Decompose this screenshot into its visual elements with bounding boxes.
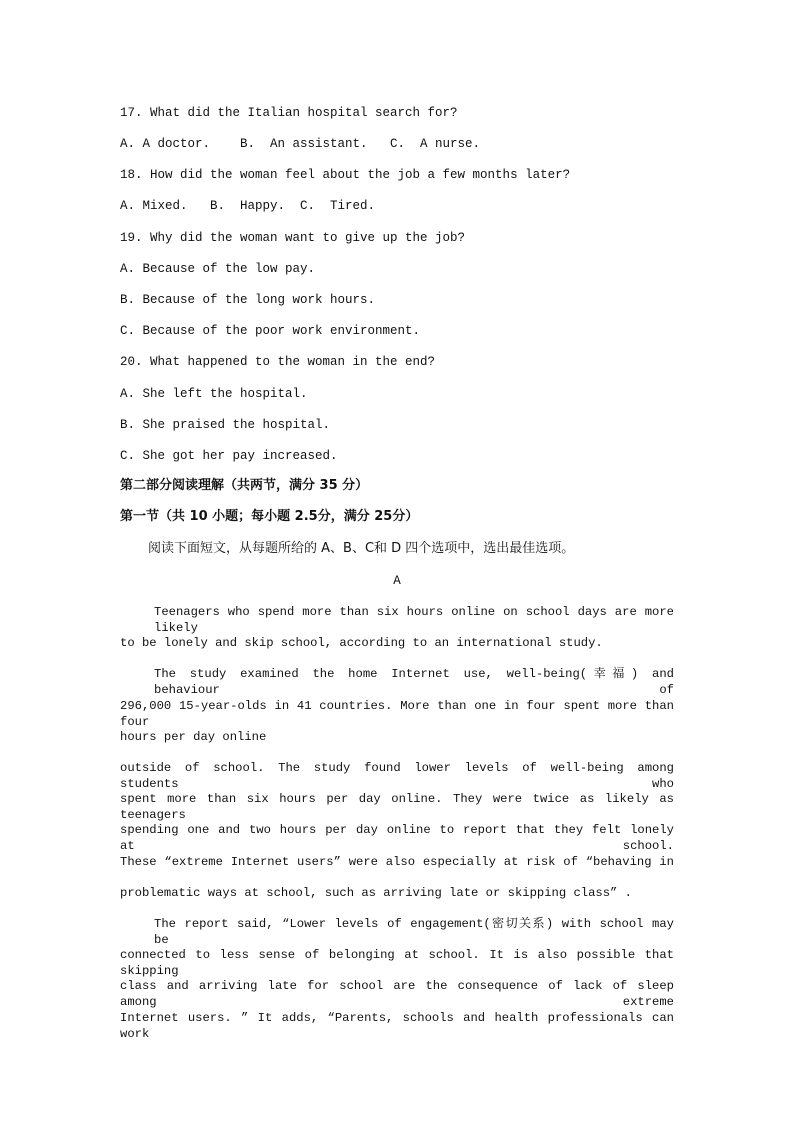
question-19-option-a: A. Because of the low pay. bbox=[120, 262, 316, 276]
section-one-title-text: 第一节（共 10 小题；每小题 2.5分，满分 25分） bbox=[120, 509, 419, 524]
reading-instructions: 阅读下面短文，从每题所给的 A、B、C和 D 四个选项中，选出最佳选项。 bbox=[148, 541, 575, 556]
question-20-option-a: A. She left the hospital. bbox=[120, 387, 308, 401]
question-18-options: A. Mixed. B. Happy. C. Tired. bbox=[120, 199, 376, 213]
question-20-option-b: B. She praised the hospital. bbox=[120, 418, 331, 432]
passage-line: spent more than six hours per day online. They were twice as likely as teenagers bbox=[120, 792, 674, 822]
passage-line: hours per day online bbox=[120, 730, 267, 744]
passage-line: class and arriving late for school are the consequence of lack of sleep among extreme bbox=[120, 979, 674, 1009]
question-20-option-c: C. She got her pay increased. bbox=[120, 449, 338, 463]
passage-line: outside of school. The study found lower levels of well-being among students who bbox=[120, 761, 674, 791]
passage-line: The report said, “Lower levels of engagement(密切关系) with school may be bbox=[154, 917, 674, 947]
question-17-options: A. A doctor. B. An assistant. C. A nurse. bbox=[120, 137, 481, 151]
question-18: 18. How did the woman feel about the job a few months later? bbox=[120, 168, 571, 182]
part-two-title: 第二部分阅读理解（共两节，满分 35 分） bbox=[120, 478, 369, 493]
passage-line: Internet users. ” It adds, “Parents, schools and health professionals can work bbox=[120, 1011, 674, 1041]
passage-label: A bbox=[393, 574, 401, 588]
passage-line: These “extreme Internet users” were also especially at risk of “behaving in bbox=[120, 855, 674, 869]
passage-line: 296,000 15-year-olds in 41 countries. More than one in four spent more than four bbox=[120, 699, 674, 729]
passage-line: problematic ways at school, such as arriving late or skipping class” . bbox=[120, 886, 632, 900]
passage-line: to be lonely and skip school, according to an international study. bbox=[120, 636, 603, 650]
question-20: 20. What happened to the woman in the end? bbox=[120, 355, 436, 369]
section-one-title bbox=[120, 509, 418, 525]
question-19-option-b: B. Because of the long work hours. bbox=[120, 293, 376, 307]
question-19: 19. Why did the woman want to give up the job? bbox=[120, 231, 466, 245]
question-17: 17. What did the Italian hospital search for? bbox=[120, 106, 458, 120]
question-19-option-c: C. Because of the poor work environment. bbox=[120, 324, 421, 338]
passage-line: spending one and two hours per day online to report that they felt lonely at school. bbox=[120, 823, 674, 853]
passage-line: The study examined the home Internet use, well-being(幸福) and behaviour of bbox=[154, 667, 674, 697]
passage-line: Teenagers who spend more than six hours online on school days are more likely bbox=[154, 605, 674, 635]
passage-line: connected to less sense of belonging at school. It is also possible that skipping bbox=[120, 948, 674, 978]
